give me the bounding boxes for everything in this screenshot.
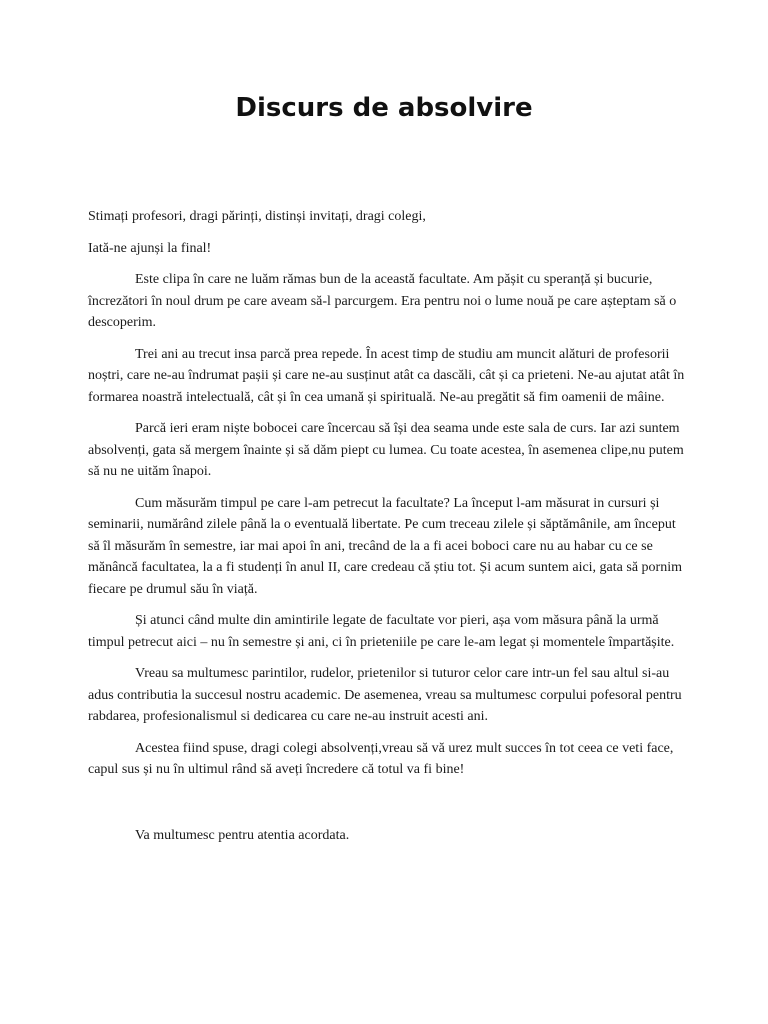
opening-line: Iată-ne ajunși la final! bbox=[88, 240, 212, 256]
document-body bbox=[88, 206, 688, 856]
paragraph: Și atunci când multe din amintirile legate de facultate vor pieri, așa vom măsura până la urmă timpul petrecut aici – nu în semestre și ani, ci în prieteniile pe care le-am legat și momentele împartășite. bbox=[88, 613, 675, 650]
paragraph: Trei ani au trecut insa parcă prea repede. În acest timp de studiu am muncit alături de profesorii noștri, care ne-au îndrumat pașii și care ne-au susținut atât ca dascăli, cât și ca prieteni. Ne-au ajutat atât în formarea noastră intelectuală, cât și în cea umană și spirituală. Ne-au pregătit să fim oamenii de mâine. bbox=[88, 346, 685, 405]
paragraph: Cum măsurăm timpul pe care l-am petrecut la facultate? La început l-am măsurat in cursuri și seminarii, numărând zilele până la o eventuală libertate. Pe cum treceau zilele și săptămânile, am început să îl măsurăm în semestre, iar mai apoi în ani, trecând de la a fi acei boboci care nu au habar cu ce se mănâncă facultatea, la a fi studenți în anul II, care credeau că știu tot. Și acum suntem aici, gata să pornim fiecare pe drumul său în viață. bbox=[88, 495, 682, 597]
document-title: Discurs de absolvire bbox=[235, 93, 533, 123]
paragraph: Este clipa în care ne luăm rămas bun de la această facultate. Am pășit cu speranță și bucurie, încrezători în noul drum pe care aveam să-l parcurgem. Era pentru noi o lume nouă pe care așteptam să o descoperim. bbox=[88, 272, 677, 330]
paragraph: Vreau sa multumesc parintilor, rudelor, prietenilor si tuturor celor care intr-un fel sau altul si-au adus contributia la succesul nostru academic. De asemenea, vreau sa multumesc corpului pofesoral pentru rabdarea, profesionalismul si dedicarea cu care ne-au instruit acesti ani. bbox=[88, 666, 682, 724]
closing-line: Va multumesc pentru atentia acordata. bbox=[135, 827, 350, 843]
paragraph: Parcă ieri eram niște bobocei care încercau să își dea seama unde este sala de curs. Iar azi suntem absolvenți, gata să mergem înainte și să dăm piept cu lumea. Cu toate acestea, în asemenea clipe,nu putem să nu ne uităm înapoi. bbox=[88, 421, 684, 479]
salutation: Stimați profesori, dragi părinți, distinși invitați, dragi colegi, bbox=[88, 209, 426, 224]
paragraph: Acestea fiind spuse, dragi colegi absolvenți,vreau să vă urez mult succes în tot ceea ce veti face, capul sus și nu în ultimul rând să aveți încredere că totul va fi bine! bbox=[88, 740, 674, 777]
